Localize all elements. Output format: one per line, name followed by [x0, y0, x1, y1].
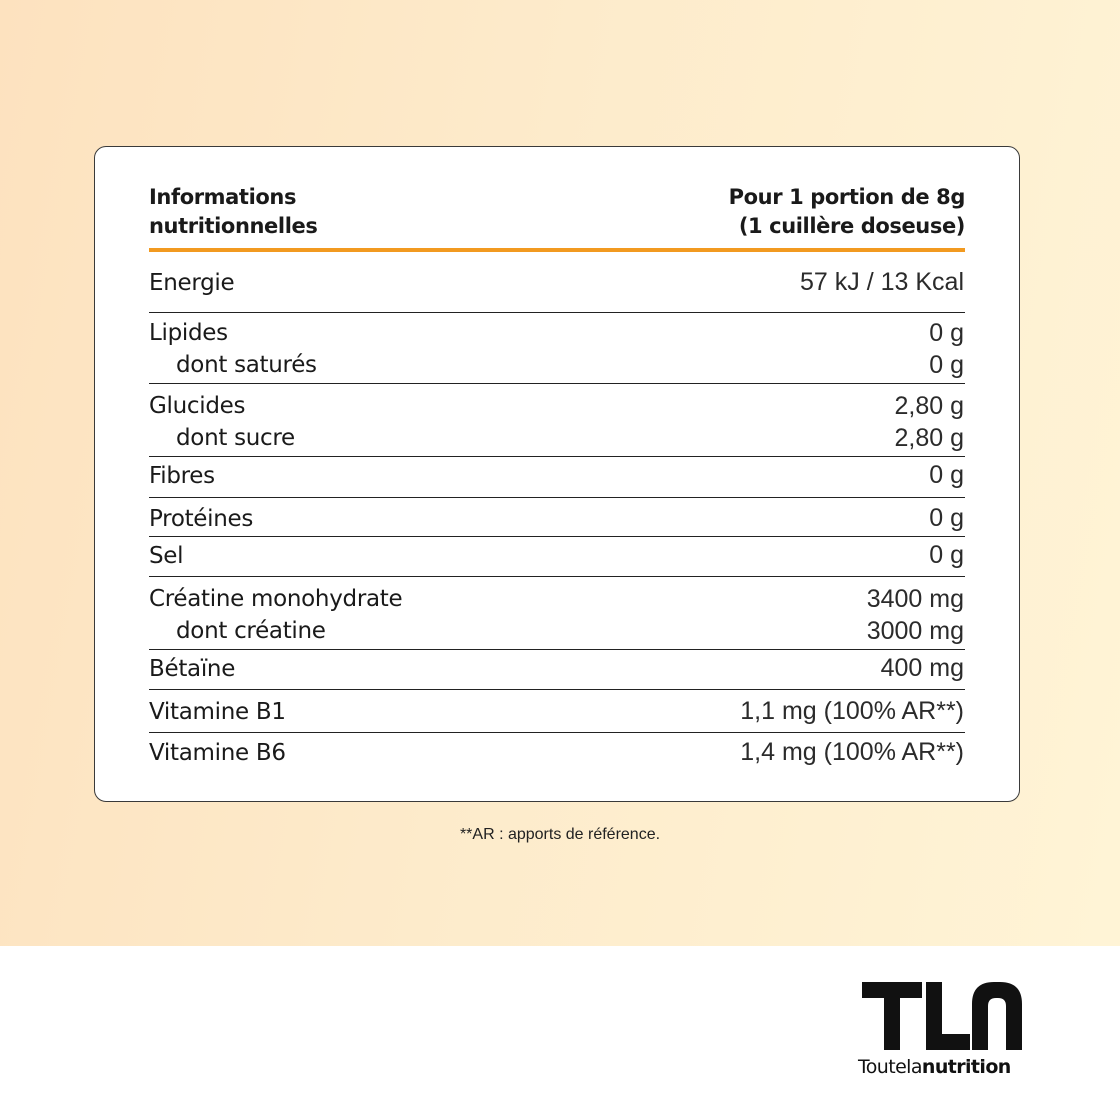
table-header — [149, 183, 965, 252]
row-value: 2,80 g — [894, 391, 964, 420]
row-label: Vitamine B6 — [149, 739, 286, 766]
row-value: 57 kJ / 13 Kcal — [800, 268, 964, 296]
header-title-line2: nutritionnelles — [149, 214, 318, 238]
row-label: Fibres — [149, 462, 215, 489]
header-title-line1: Informations — [149, 185, 297, 209]
nutrition-table — [149, 183, 965, 773]
brand-wordmark — [858, 1056, 1026, 1078]
table-row — [149, 738, 964, 767]
row-label: Protéines — [149, 505, 254, 532]
header-portion-line1: Pour 1 portion de 8g — [728, 185, 965, 209]
table-row — [149, 583, 964, 615]
row-label: Vitamine B1 — [149, 698, 286, 725]
row-value: 0 g — [929, 504, 964, 532]
row-value: 0 g — [929, 461, 964, 489]
header-portion-line2: (1 cuillère doseuse) — [738, 214, 965, 238]
table-row — [149, 615, 964, 647]
table-row — [149, 317, 964, 349]
row-label: dont saturés — [176, 352, 317, 378]
table-row — [149, 541, 964, 570]
row-label: Lipides — [149, 320, 228, 346]
row-value: 0 g — [929, 350, 964, 379]
nutrition-card — [94, 146, 1020, 802]
table-row — [149, 697, 964, 726]
row-label: Sel — [149, 542, 184, 569]
table-row — [149, 268, 964, 297]
row-value: 0 g — [929, 318, 964, 347]
row-value: 3400 mg — [866, 584, 964, 613]
row-value: 1,4 mg (100% AR**) — [740, 738, 964, 766]
brand-word-bold: nutrition — [921, 1056, 1011, 1078]
row-label: Créatine monohydrate — [149, 586, 403, 612]
row-group-creatine — [149, 577, 965, 650]
row-group-sel — [149, 537, 965, 577]
header-portion — [729, 183, 965, 241]
row-group-proteines — [149, 498, 965, 537]
footnote: **AR : apports de référence. — [459, 826, 661, 843]
brand-logo — [858, 978, 1026, 1082]
row-value: 2,80 g — [894, 423, 964, 452]
brand-word-regular: Toutela — [858, 1056, 922, 1078]
row-group-lipides — [149, 313, 965, 384]
row-value: 3000 mg — [866, 616, 964, 645]
row-group-energie — [149, 252, 965, 313]
row-group-vit-b1 — [149, 690, 965, 733]
header-title — [149, 183, 317, 241]
row-value: 1,1 mg (100% AR**) — [740, 697, 964, 725]
table-row — [149, 422, 964, 454]
table-row — [149, 504, 964, 533]
row-label: Energie — [149, 269, 235, 296]
row-label: Glucides — [149, 393, 246, 419]
table-row — [149, 654, 964, 683]
row-label: dont sucre — [176, 425, 295, 451]
table-row — [149, 390, 964, 422]
tln-logo-mark — [858, 978, 1026, 1052]
row-group-fibres — [149, 457, 965, 498]
row-group-glucides — [149, 384, 965, 457]
row-group-betaine — [149, 650, 965, 690]
row-value: 400 mg — [880, 654, 964, 682]
table-row — [149, 349, 964, 381]
table-row — [149, 461, 964, 490]
row-value: 0 g — [929, 541, 964, 569]
row-group-vit-b6 — [149, 733, 965, 773]
row-label: dont créatine — [176, 618, 326, 644]
row-label: Bétaïne — [149, 655, 236, 682]
